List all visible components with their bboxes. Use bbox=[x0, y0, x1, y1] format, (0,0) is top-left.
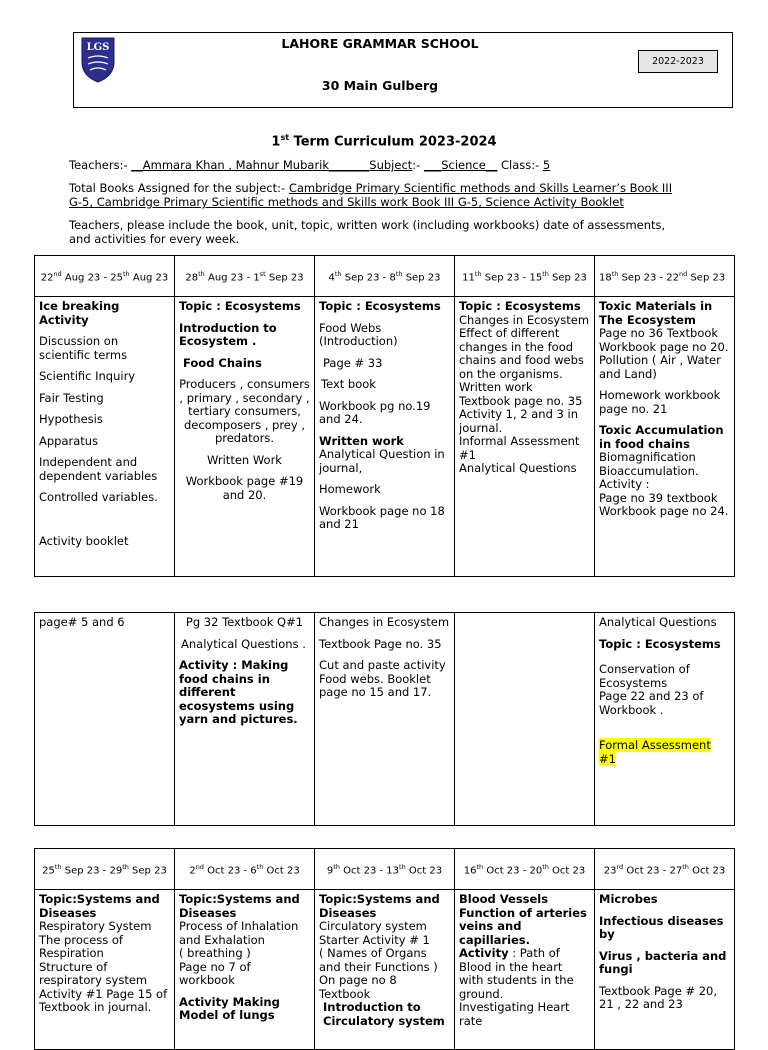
week-content: Topic : Ecosystems Introduction to Ecosystem . Food Chains Producers , consumers , primary , secondary , tertiary consumers, decomposers , prey , predators. Written Work Workbook page #19 and 20. bbox=[175, 297, 315, 577]
term-title: 1st Term Curriculum 2023-2024 bbox=[271, 133, 497, 150]
teachers-line: Teachers:- __Ammara Khan , Mahnur Mubarik_______Subject:- ___Science__ Class:- 5 bbox=[69, 158, 551, 172]
week-date: 2nd Oct 23 - 6th Oct 23 bbox=[175, 849, 315, 890]
week-content: Toxic Materials in The Ecosystem Page no 36 Textbook Workbook page no 20. Pollution ( Air , Water and Land) Homework workbook page no. 21 Toxic Accumulation in food chains Biomagnification Bioaccumulation. Activity : Page no 39 textbook Workbook page no 24. bbox=[595, 297, 735, 577]
week-date: 9th Oct 23 - 13th Oct 23 bbox=[315, 849, 455, 890]
note-line-1: Teachers, please include the book, unit, topic, written work (including workbooks) date of assessments, bbox=[69, 218, 666, 232]
curriculum-table-1 bbox=[34, 255, 735, 577]
week-date: 22nd Aug 23 - 25th Aug 23 bbox=[35, 256, 175, 297]
week-content: Topic : Ecosystems Food Webs (Introduction) Page # 33 Text book Workbook pg no.19 and 24. Written work Analytical Question in journal, Homework Workbook page no 18 and 21 bbox=[315, 297, 455, 577]
school-address: 30 Main Gulberg bbox=[321, 78, 439, 93]
school-logo-icon bbox=[80, 36, 116, 84]
week-date: 4th Sep 23 - 8th Sep 23 bbox=[315, 256, 455, 297]
school-name: LAHORE GRAMMAR SCHOOL bbox=[281, 36, 479, 51]
teachers-value: __Ammara Khan , Mahnur Mubarik_______ bbox=[131, 158, 370, 172]
week-content bbox=[455, 613, 595, 826]
week-content: Blood Vessels Function of arteries veins and capillaries. Activity : Path of Blood in the heart with students in the ground. Investigating Heart rate bbox=[455, 890, 595, 1050]
week-date: 25th Sep 23 - 29th Sep 23 bbox=[35, 849, 175, 890]
books-line-1: Total Books Assigned for the subject:- Cambridge Primary Scientific methods and Skills Learner’s Book III bbox=[69, 181, 673, 195]
week-content: Changes in Ecosystem Textbook Page no. 35 Cut and paste activity Food webs. Booklet page no 15 and 17. bbox=[315, 613, 455, 826]
formal-assessment-highlight: Formal Assessment #1 bbox=[599, 738, 711, 766]
subject-value: ___Science__ bbox=[423, 158, 498, 172]
week-content: Microbes Infectious diseases by Virus , bacteria and fungi Textbook Page # 20, 21 , 22 and 23 bbox=[595, 890, 735, 1050]
week-date: 28th Aug 23 - 1st Sep 23 bbox=[175, 256, 315, 297]
week-date: 18th Sep 23 - 22nd Sep 23 bbox=[595, 256, 735, 297]
week-content: Ice breaking Activity Discussion on scientific terms Scientific Inquiry Fair Testing Hypothesis Apparatus Independent and dependent variables Controlled variables. Activity booklet bbox=[35, 297, 175, 577]
class-value: 5 bbox=[542, 158, 551, 172]
week-content: Analytical Questions Topic : Ecosystems Conservation of Ecosystems Page 22 and 23 of Workbook . Formal Assessment #1 bbox=[595, 613, 735, 826]
week-date: 11th Sep 23 - 15th Sep 23 bbox=[455, 256, 595, 297]
week-date: 16th Oct 23 - 20th Oct 23 bbox=[455, 849, 595, 890]
year-badge: 2022-2023 bbox=[638, 50, 718, 73]
logo-text: LGS bbox=[86, 42, 110, 53]
week-content: Topic:Systems and Diseases Process of Inhalation and Exhalation ( breathing ) Page no 7 of workbook Activity Making Model of lungs bbox=[175, 890, 315, 1050]
week-content: Topic : Ecosystems Changes in Ecosystem Effect of different changes in the food chains and food webs on the organisms. Written work Textbook page no. 35 Activity 1, 2 and 3 in journal. Informal Assessment #1 Analytical Questions bbox=[455, 297, 595, 577]
curriculum-table-3 bbox=[34, 848, 735, 1050]
week-content: page# 5 and 6 bbox=[35, 613, 175, 826]
week-date: 23rd Oct 23 - 27th Oct 23 bbox=[595, 849, 735, 890]
week-content: Topic:Systems and Diseases Circulatory system Starter Activity # 1 ( Names of Organs and their Functions ) On page no 8 Textbook Introduction to Circulatory system bbox=[315, 890, 455, 1050]
note-line-2: and activities for every week. bbox=[69, 232, 240, 246]
week-content: Topic:Systems and Diseases Respiratory System The process of Respiration Structure of respiratory system Activity #1 Page 15 of Textbook in journal. bbox=[35, 890, 175, 1050]
curriculum-table-2 bbox=[34, 612, 735, 826]
books-line-2: G-5, Cambridge Primary Scientific methods and Skills work Book III G-5, Science Activity Booklet bbox=[69, 195, 624, 209]
week-content: Pg 32 Textbook Q#1 Analytical Questions . Activity : Making food chains in different ecosystems using yarn and pictures. bbox=[175, 613, 315, 826]
